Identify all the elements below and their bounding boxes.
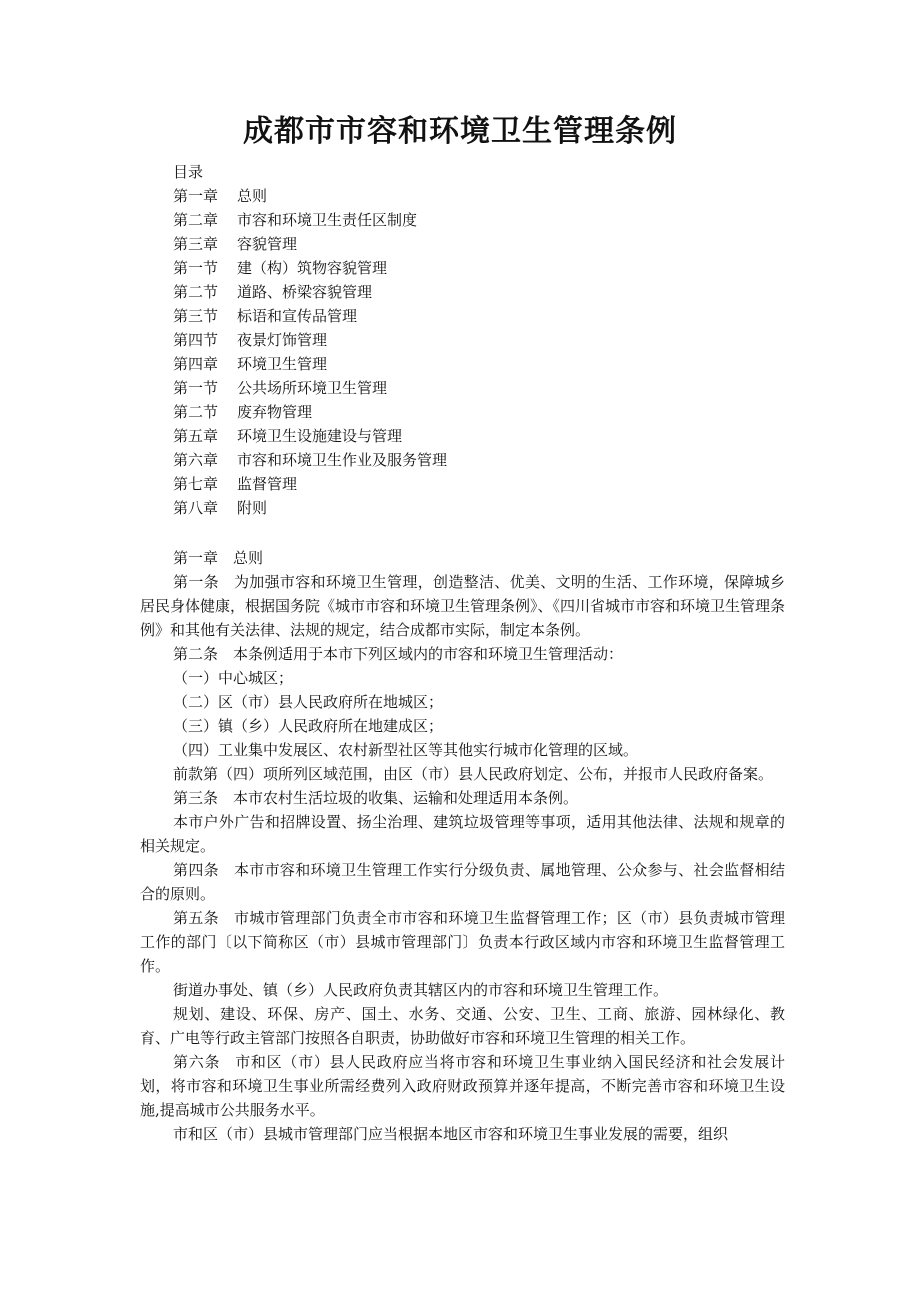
paragraph xyxy=(140,810,785,858)
toc-item-text: 监督管理 xyxy=(237,475,298,493)
paragraph xyxy=(140,1050,785,1122)
paragraph-text: 为加强市容和环境卫生管理，创造整洁、优美、文明的生活、工作环境，保障城乡居民身体健康，根据国务院《城市市容和环境卫生管理条例》、《四川省城市市容和环境卫生管理条例》和其他有关法律、法规的规定，结合成都市实际，制定本条例。 xyxy=(140,573,786,639)
toc-item-number: 第二章 xyxy=(173,211,219,229)
paragraph-text: 本市市容和环境卫生管理工作实行分级负责、属地管理、公众参与、社会监督相结合的原则。 xyxy=(140,861,785,903)
toc-item xyxy=(173,496,793,520)
toc-item-text: 总则 xyxy=(237,187,268,205)
toc-item-text: 建（构）筑物容貌管理 xyxy=(237,259,388,277)
paragraph xyxy=(140,978,785,1002)
toc-item-number: 第三节 xyxy=(173,307,219,325)
toc-item-text: 废弃物管理 xyxy=(237,403,313,421)
article-number: 第五条 xyxy=(173,909,219,927)
paragraph-text: 规划、建设、环保、房产、国土、水务、交通、公安、卫生、工商、旅游、园林绿化、教育、广电等行政主管部门按照各自职责，协助做好市容和环境卫生管理的相关工作。 xyxy=(140,1005,785,1047)
article-number: 第二条 xyxy=(173,645,219,663)
paragraph xyxy=(140,570,785,642)
toc-item-number: 第五章 xyxy=(173,427,219,445)
toc-item xyxy=(173,232,793,256)
paragraph xyxy=(140,858,785,906)
paragraph-text: 市城市管理部门负责全市市容和环境卫生监督管理工作；区（市）县负责城市管理工作的部门〔以下简称区（市）县城市管理部门〕负责本行政区域内市容和环境卫生监督管理工作。 xyxy=(140,909,785,975)
article-number: 第六条 xyxy=(173,1053,221,1071)
toc-item-number: 第二节 xyxy=(173,403,219,421)
toc-item-number: 第三章 xyxy=(173,235,219,253)
toc-item-number: 第七章 xyxy=(173,475,219,493)
toc-item-number: 第四章 xyxy=(173,355,219,373)
toc-item xyxy=(173,280,793,304)
toc-item-number: 第二节 xyxy=(173,283,219,301)
paragraph xyxy=(140,762,785,786)
paragraph xyxy=(140,1122,785,1146)
toc-item-text: 公共场所环境卫生管理 xyxy=(237,379,388,397)
toc-item-number: 第一节 xyxy=(173,259,219,277)
toc-item-text: 环境卫生设施建设与管理 xyxy=(237,427,403,445)
article-number: 第三条 xyxy=(173,789,219,807)
toc-item xyxy=(173,424,793,448)
paragraph xyxy=(140,714,785,738)
paragraph-text: 前款第（四）项所列区域范围，由区（市）县人民政府划定、公布，并报市人民政府备案。 xyxy=(173,765,774,783)
article-number: 第四条 xyxy=(173,861,219,879)
paragraph-text: 本条例适用于本市下列区域内的市容和环境卫生管理活动： xyxy=(233,645,624,663)
paragraph xyxy=(140,738,785,762)
paragraph-text: 本市农村生活垃圾的收集、运输和处理适用本条例。 xyxy=(233,789,579,807)
toc-item xyxy=(173,352,793,376)
toc-item xyxy=(173,448,793,472)
chapter-heading xyxy=(140,546,785,570)
toc-item xyxy=(173,400,793,424)
toc-heading: 目录 xyxy=(173,163,204,181)
paragraph xyxy=(140,690,785,714)
toc-item-number: 第四节 xyxy=(173,331,219,349)
document-body xyxy=(140,546,785,1146)
paragraph xyxy=(140,1002,785,1050)
toc-item-number: 第六章 xyxy=(173,451,219,469)
paragraph xyxy=(140,642,785,666)
toc-item-text: 道路、桥梁容貌管理 xyxy=(237,283,373,301)
toc-item-text: 标语和宣传品管理 xyxy=(237,307,358,325)
paragraph-text: （二）区（市）县人民政府所在地城区； xyxy=(173,693,444,711)
toc-item-text: 市容和环境卫生责任区制度 xyxy=(237,211,418,229)
paragraph-text: （四）工业集中发展区、农村新型社区等其他实行城市化管理的区域。 xyxy=(173,741,639,759)
paragraph-text: （一）中心城区； xyxy=(173,669,294,687)
toc-item xyxy=(173,304,793,328)
paragraph-text: 本市户外广告和招牌设置、扬尘治理、建筑垃圾管理等事项，适用其他法律、法规和规章的相关规定。 xyxy=(140,813,785,855)
toc-item xyxy=(173,184,793,208)
toc-item-number: 第八章 xyxy=(173,499,219,517)
paragraph-text: 市和区（市）县城市管理部门应当根据本地区市容和环境卫生事业发展的需要，组织 xyxy=(173,1125,729,1143)
toc-item xyxy=(173,256,793,280)
toc-item xyxy=(173,376,793,400)
article-number: 第一条 xyxy=(173,573,219,591)
toc-item xyxy=(173,472,793,496)
toc-item-text: 附则 xyxy=(237,499,268,517)
toc-item xyxy=(173,208,793,232)
toc-item-text: 容貌管理 xyxy=(237,235,298,253)
paragraph xyxy=(140,666,785,690)
document-title: 成都市市容和环境卫生管理条例 xyxy=(243,114,677,149)
chapter-title: 总则 xyxy=(233,549,264,567)
paragraph xyxy=(140,786,785,810)
toc-item-number: 第一章 xyxy=(173,187,219,205)
chapter-number: 第一章 xyxy=(173,549,219,567)
paragraph-text: 街道办事处、镇（乡）人民政府负责其辖区内的市容和环境卫生管理工作。 xyxy=(173,981,669,999)
paragraph-text: 市和区（市）县人民政府应当将市容和环境卫生事业纳入国民经济和社会发展计划，将市容和环境卫生事业所需经费列入政府财政预算并逐年提高，不断完善市容和环境卫生设施,提高城市公共服务水平。 xyxy=(140,1053,785,1119)
paragraph-list xyxy=(140,570,785,1146)
toc-item-number: 第一节 xyxy=(173,379,219,397)
paragraph xyxy=(140,906,785,978)
toc-item xyxy=(173,328,793,352)
toc-item-text: 市容和环境卫生作业及服务管理 xyxy=(237,451,448,469)
toc-item-text: 夜景灯饰管理 xyxy=(237,331,328,349)
toc-item-text: 环境卫生管理 xyxy=(237,355,328,373)
paragraph-text: （三）镇（乡）人民政府所在地建成区； xyxy=(173,717,444,735)
toc-list xyxy=(173,184,793,520)
table-of-contents xyxy=(173,160,793,520)
